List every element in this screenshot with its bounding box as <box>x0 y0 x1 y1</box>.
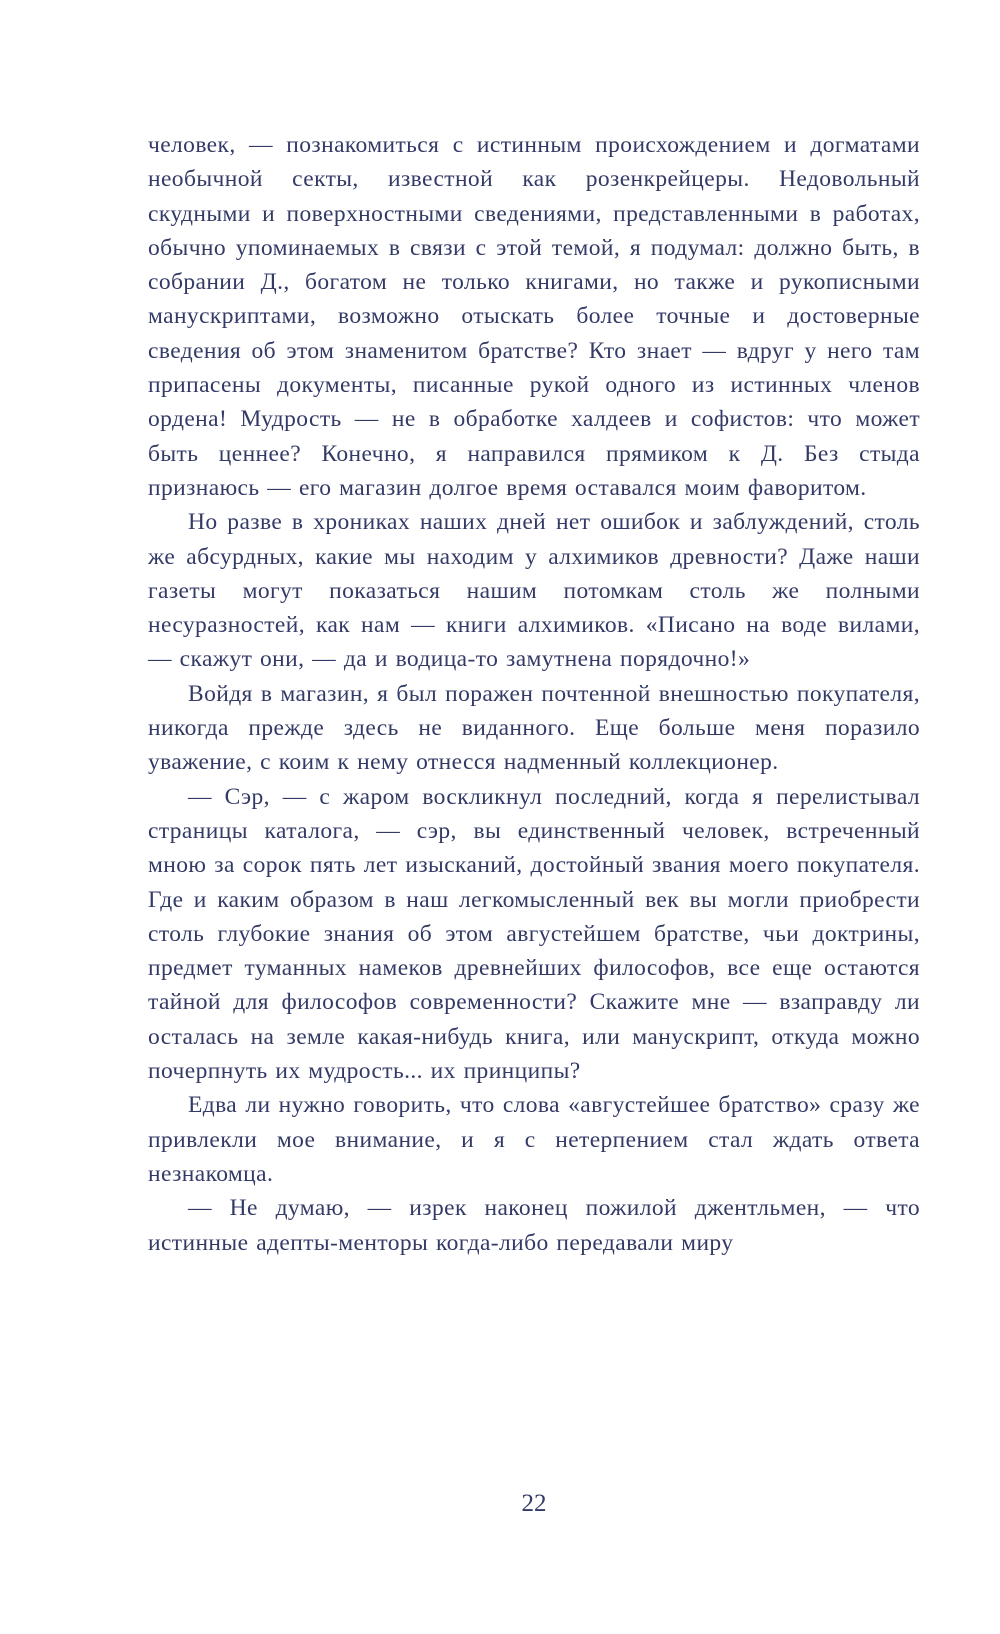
paragraph: Войдя в магазин, я был поражен почтенной внешностью покупателя, никогда прежде здесь не виданного. Еще больше меня поразило уважение, с коим к нему отнесся надменный коллекционер. <box>148 680 920 776</box>
page-text <box>148 128 920 1260</box>
page-number: 22 <box>521 1490 547 1517</box>
paragraph: — Сэр, — с жаром воскликнул последний, когда я перелистывал страницы каталога, — сэр, вы единственный человек, встреченный мною за сорок пять лет изысканий, достойный звания моего покупателя. Где и каким образом в наш легкомысленный век вы могли приобрести столь глубокие знания об этом августейшем братстве, чьи доктрины, предмет туманных намеков древнейших философов, все еще остаются тайной для философов современности? Скажите мне — взаправду ли осталась на земле какая-нибудь книга, или манускрипт, откуда можно почерпнуть их мудрость... их принципы? <box>148 783 920 1085</box>
paragraph: — Не думаю, — изрек наконец пожилой джентльмен, — что истинные адепты-менторы когда-либо передавали миру <box>148 1195 920 1256</box>
paragraph: Но разве в хрониках наших дней нет ошибок и заблуждений, столь же абсурдных, какие мы находим у алхимиков древности? Даже наши газеты могут показаться нашим потомкам столь же полными несуразностей, как нам — книги алхимиков. «Писано на воде вилами, — скажут они, — да и водица-то замутнена порядочно!» <box>148 509 920 673</box>
paragraph: человек, — познакомиться с истинным происхождением и догматами необычной секты, известной как розенкрейцеры. Недовольный скудными и поверхностными сведениями, представленными в работах, обычно упоминаемых в связи с этой темой, я подумал: должно быть, в собрании Д., богатом не только книгами, но также и рукописными манускриптами, возможно отыскать более точные и достоверные сведения об этом знаменитом братстве? Кто знает — вдруг у него там припасены документы, писанные рукой одного из истинных членов ордена! Мудрость — не в обработке халдеев и софистов: что может быть ценнее? Конечно, я направился прямиком к Д. Без стыда признаюсь — его магазин долгое время оставался моим фаворитом. <box>148 132 920 501</box>
paragraph: Едва ли нужно говорить, что слова «августейшее братство» сразу же привлекли мое внимание, и я с нетерпением стал ждать ответа незнакомца. <box>148 1092 920 1187</box>
